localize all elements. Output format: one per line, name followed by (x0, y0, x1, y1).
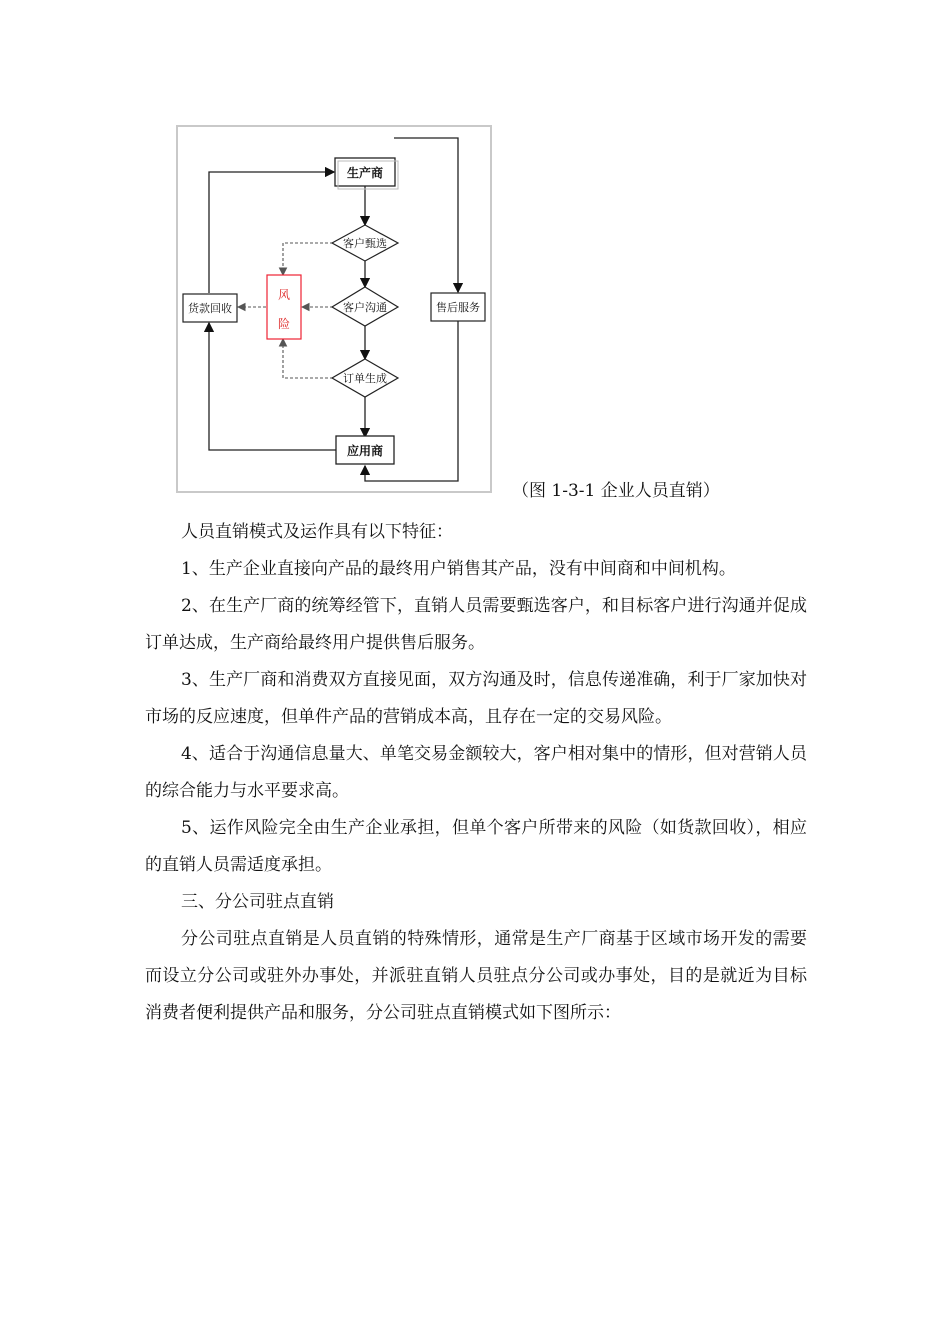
flowchart-diagram (178, 127, 490, 491)
payment-recovery-node (183, 294, 237, 322)
paragraph-branch-description: 分公司驻点直销是人员直销的特殊情形，通常是生产厂商基于区域市场开发的需要而设立分公司或驻外办事处，并派驻直销人员驻点分公司或办事处，目的是就近为目标消费者便利提供产品和服务，分公司驻点直销模式如下图所示： (145, 929, 807, 1023)
after-sales-label: 售后服务 (436, 301, 480, 314)
section-heading: 三、分公司驻点直销 (181, 892, 334, 912)
paragraph-feature-1: 1、生产企业直接向产品的最终用户销售其产品，没有中间商和中间机构。 (181, 559, 736, 579)
after-sales-node (431, 293, 485, 321)
risk-char-1: 风 (277, 288, 291, 302)
order-generation-label: 订单生成 (343, 372, 387, 385)
risk-node (267, 275, 301, 339)
customer-screening-node (332, 225, 398, 261)
paragraph-feature-3: 3、生产厂商和消费双方直接见面，双方沟通及时，信息传递准确，利于厂家加快对市场的反应速度，但单件产品的营销成本高，且存在一定的交易风险。 (145, 670, 807, 727)
flowchart-figure (176, 125, 492, 493)
app-vendor-label: 应用商 (346, 444, 384, 458)
payment-recovery-label: 货款回收 (188, 302, 232, 315)
risk-char-2: 险 (277, 317, 291, 331)
order-generation-node (332, 359, 398, 397)
paragraph-feature-4: 4、适合于沟通信息量大、单笔交易金额较大，客户相对集中的情形，但对营销人员的综合能力与水平要求高。 (145, 744, 807, 801)
paragraph-feature-5: 5、运作风险完全由生产企业承担，但单个客户所带来的风险（如货款回收），相应的直销人员需适度承担。 (145, 818, 807, 875)
paragraph-feature-2: 2、在生产厂商的统筹经管下，直销人员需要甄选客户，和目标客户进行沟通并促成订单达成，生产商给最终用户提供售后服务。 (145, 596, 807, 653)
producer-label: 生产商 (346, 166, 384, 180)
customer-communication-label: 客户沟通 (343, 301, 387, 314)
figure-caption: （图 1-3-1 企业人员直销） (512, 481, 720, 501)
paragraph-intro: 人员直销模式及运作具有以下特征： (181, 522, 453, 542)
body-text (145, 514, 807, 1032)
producer-node (335, 158, 398, 189)
customer-communication-node (332, 287, 398, 326)
app-vendor-node (336, 436, 394, 464)
customer-screening-label: 客户甄选 (343, 237, 387, 250)
